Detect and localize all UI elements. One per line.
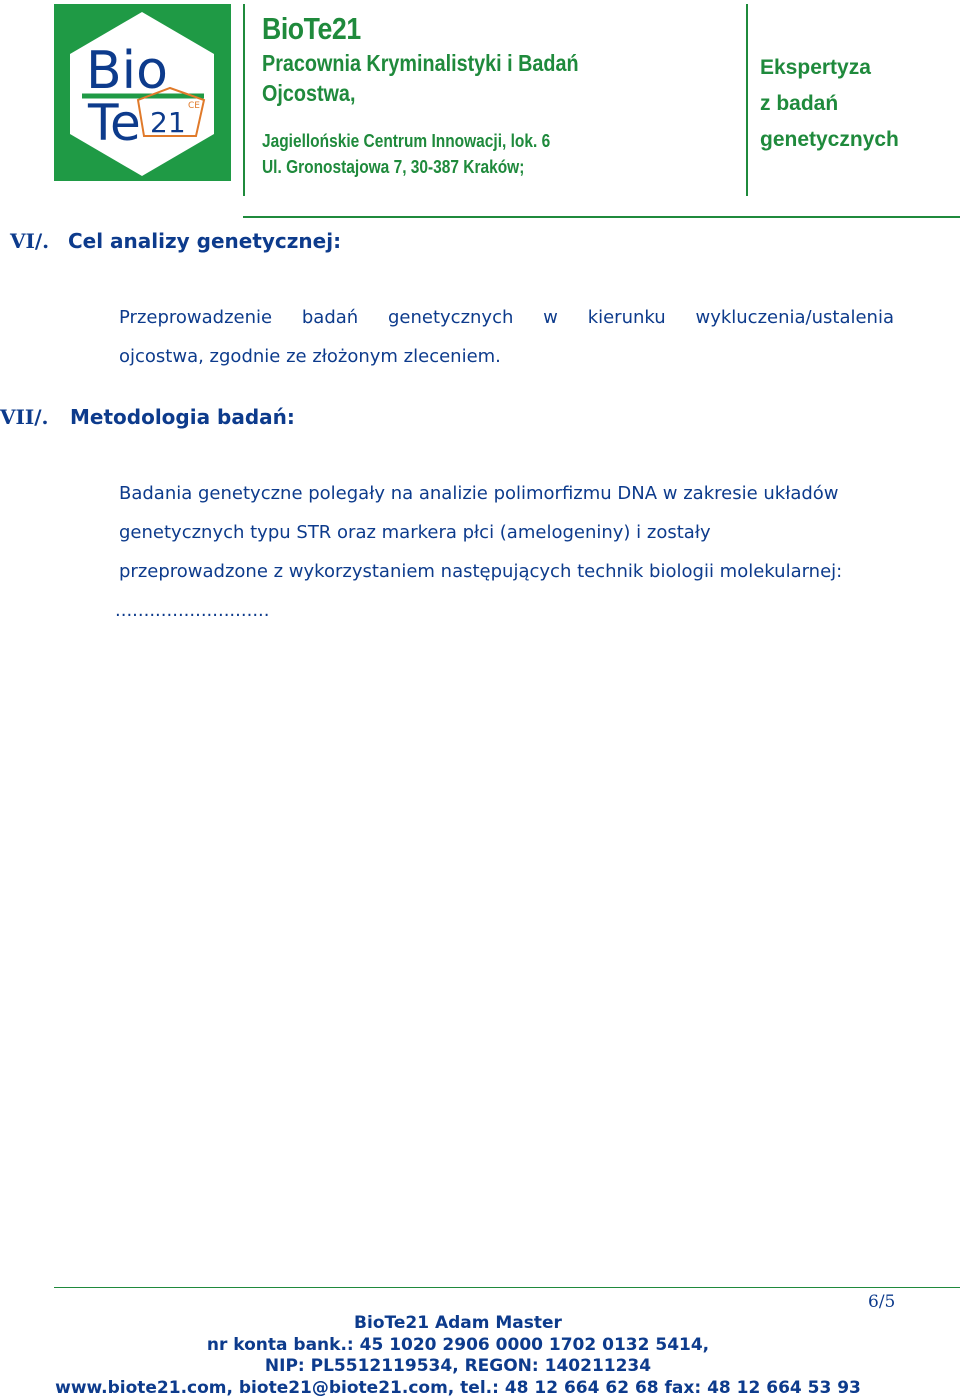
section-7-heading — [0, 405, 295, 429]
word: w — [543, 307, 558, 328]
section-7-paragraph — [115, 474, 919, 630]
header-bottom-rule — [243, 216, 960, 218]
biote21-logo — [54, 4, 231, 181]
header-divider-left — [243, 4, 245, 196]
word: kierunku — [587, 307, 666, 328]
address-line-2: Ul. Gronostajowa 7, 30-387 Kraków; — [262, 157, 525, 177]
footer-bank-account: nr konta bank.: 45 1020 2906 0000 1702 0132 5414, — [206, 1334, 710, 1355]
section-6-line-1 — [119, 298, 894, 337]
logo-ce-mark: CE — [188, 101, 200, 111]
logo-21-text: 21 — [150, 106, 186, 139]
footer-block — [0, 1313, 916, 1399]
section-7-line-3: przeprowadzone z wykorzystaniem następujących technik biologii molekularnej: — [119, 561, 843, 582]
document-type-block — [760, 50, 899, 158]
footer-top-rule — [54, 1287, 960, 1288]
doc-type-line-2: z badań — [760, 92, 839, 115]
section-7-line-2: genetycznych typu STR oraz markera płci (amelogeniny) i zostały — [119, 522, 711, 543]
section-7-line-1: Badania genetyczne polegały na analizie polimorfizmu DNA w zakresie układów — [119, 483, 839, 504]
logo-bio-text: Bio — [86, 41, 168, 101]
address-line-1: Jagiellońskie Centrum Innowacji, lok. 6 — [262, 131, 551, 151]
header-company-block — [262, 10, 732, 180]
section-6-heading — [10, 229, 341, 253]
footer-contact: www.biote21.com, biote21@biote21.com, tel.: 48 12 664 62 68 fax: 48 12 664 53 93 — [55, 1377, 861, 1398]
doc-type-line-3: genetycznych — [760, 128, 899, 151]
company-name: BioTe21 — [262, 11, 361, 46]
section-6-title: Cel analizy genetycznej: — [68, 229, 342, 253]
word: wykluczenia/ustalenia — [695, 307, 894, 328]
doc-type-line-1: Ekspertyza — [760, 56, 871, 79]
section-7-dots: ........................... — [115, 600, 270, 621]
page-number: 6/5 — [868, 1292, 896, 1312]
footer-tax-ids: NIP: PL5512119534, REGON: 140211234 — [264, 1356, 652, 1376]
footer-company: BioTe21 Adam Master — [354, 1313, 562, 1333]
word: genetycznych — [387, 307, 514, 328]
header-divider-right — [746, 4, 748, 196]
section-6-line-2: ojcostwa, zgodnie ze złożonym zleceniem. — [119, 346, 501, 367]
section-6-number: VI/. — [10, 229, 50, 253]
section-6-paragraph — [119, 298, 894, 376]
section-7-number: VII/. — [0, 405, 49, 429]
company-subtitle-2: Ojcostwa, — [262, 80, 356, 106]
word: Przeprowadzenie — [119, 307, 273, 328]
company-subtitle-1: Pracownia Kryminalistyki i Badań — [262, 50, 579, 76]
section-7-title: Metodologia badań: — [70, 405, 295, 429]
logo-te-text: Te — [88, 94, 141, 152]
word: badań — [301, 307, 359, 328]
